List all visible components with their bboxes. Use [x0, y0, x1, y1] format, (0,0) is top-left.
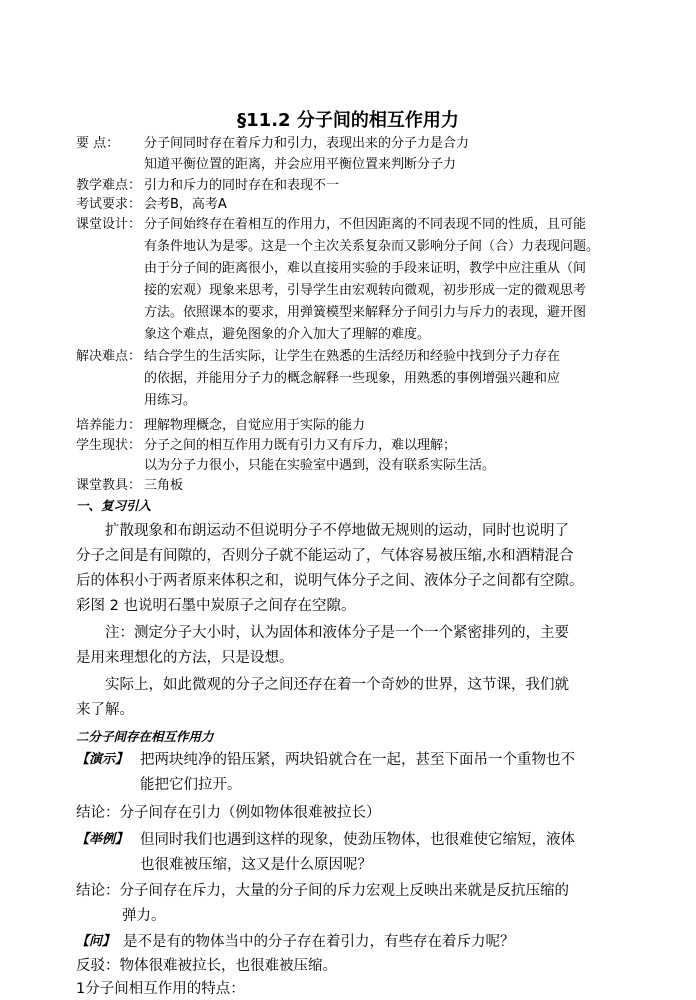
students-line-1: 分子之间的相互作用力既有引力又有斥力，难以理解；: [144, 438, 457, 453]
para-1-line-2: 分子之间是有间隙的，否则分子就不能运动了，气体容易被压缩,水和酒精混合: [76, 548, 574, 564]
para-1-line-1: 扩散现象和布朗运动不但说明分子不停地做无规则的运动，同时也说明了: [105, 523, 569, 539]
students-label: 学生现状：: [76, 438, 142, 453]
conclusion-2-line-1: 结论：分子间存在斥力，大量的分子间的斥力宏观上反映出来就是反抗压缩的: [76, 883, 569, 899]
key-points-label: 要 点：: [76, 136, 120, 151]
para-2-line-2: 是用来理想化的方法，只是设想。: [76, 650, 294, 666]
design-line-3: 由于分子间的距离很小，难以直接用实验的手段来证明，教学中应注重从（间: [144, 261, 587, 276]
resolve-line-1: 结合学生的生活实际，让学生在熟悉的生活经历和经验中找到分子力存在: [144, 349, 561, 364]
design-line-4: 接的宏观）现象来思考，引导学生由宏观转向微观，初步形成一定的微观思考: [144, 283, 587, 298]
page-title: §11.2 分子间的相互作用力: [237, 110, 459, 131]
para-1-line-3: 后的体积小于两者原来体积之和，说明气体分子之间、液体分子之间都有空隙。: [76, 573, 584, 589]
resolve-label: 解决难点：: [76, 349, 142, 364]
question-tag: 【问】: [76, 934, 116, 949]
para-3-line-1: 实际上，如此微观的分子之间还存在着一个奇妙的世界，这节课，我们就: [105, 677, 569, 693]
demo-line-2: 能把它们拉开。: [140, 777, 242, 793]
para-2-line-1: 注：测定分子大小时，认为固体和液体分子是一个一个紧密排列的，主要: [105, 625, 569, 641]
tools-text: 三角板: [144, 478, 184, 493]
exam-label: 考试要求：: [76, 197, 142, 212]
design-label: 课堂设计：: [76, 217, 142, 232]
tools-label: 课堂教具：: [76, 478, 142, 493]
key-points-line-1: 分子间同时存在着斥力和引力，表现出来的分子力是合力: [144, 136, 470, 151]
ability-label: 培养能力：: [76, 418, 142, 433]
resolve-line-3: 用练习。: [144, 393, 197, 408]
design-line-6: 象这个难点，避免图象的介入加大了理解的难度。: [144, 327, 431, 342]
design-line-1: 分子间始终存在着相互的作用力，不但因距离的不同表现不同的性质，且可能: [144, 217, 587, 232]
para-1-line-4: 彩图 2 也说明石墨中炭原子之间存在空隙。: [76, 598, 356, 614]
exam-text: 会考B，高考A: [144, 197, 227, 212]
design-line-5: 方法。依照课本的要求，用弹簧模型来解释分子间引力与斥力的表现，避开图: [144, 305, 587, 320]
section-1-heading: 一、复习引入: [76, 498, 152, 513]
ability-text: 理解物理概念，自觉应用于实际的能力: [144, 418, 366, 433]
demo-line-1: 把两块纯净的铅压紧，两块铅就合在一起，甚至下面吊一个重物也不: [140, 752, 575, 768]
conclusion-2-line-2: 弹力。: [122, 908, 166, 924]
demo-tag: 【演示】: [76, 752, 129, 767]
example-line-1: 但同时我们也遇到这样的现象，使劲压物体，也很难使它缩短，液体: [140, 832, 575, 848]
example-line-2: 也很难被压缩，这又是什么原因呢？: [140, 857, 372, 873]
para-3-line-2: 来了解。: [76, 702, 134, 718]
students-line-2: 以为分子力很小，只能在实验室中遇到，没有联系实际生活。: [144, 458, 496, 473]
resolve-line-2: 的依据，并能用分子力的概念解释一些现象，用熟悉的事例增强兴趣和应: [144, 371, 561, 386]
item-1-heading: 1分子间相互作用的特点：: [76, 981, 245, 997]
design-line-2: 有条件地认为是零。这是一个主次关系复杂而又影响分子间（合）力表现问题。: [144, 239, 600, 254]
conclusion-1: 结论：分子间存在引力（例如物体很难被拉长）: [76, 805, 381, 821]
difficulty-label: 教学难点：: [76, 178, 142, 193]
example-tag: 【举例】: [76, 832, 129, 847]
section-2-heading: 二分子间存在相互作用力: [76, 729, 214, 744]
question-text: 是不是有的物体当中的分子存在着引力，有些存在着斥力呢？: [123, 934, 515, 950]
difficulty-text: 引力和斥力的同时存在和表现不一: [144, 178, 340, 193]
rebuttal: 反驳：物体很难被拉长，也很难被压缩。: [76, 958, 337, 974]
key-points-line-2: 知道平衡位置的距离，并会应用平衡位置来判断分子力: [144, 157, 457, 172]
